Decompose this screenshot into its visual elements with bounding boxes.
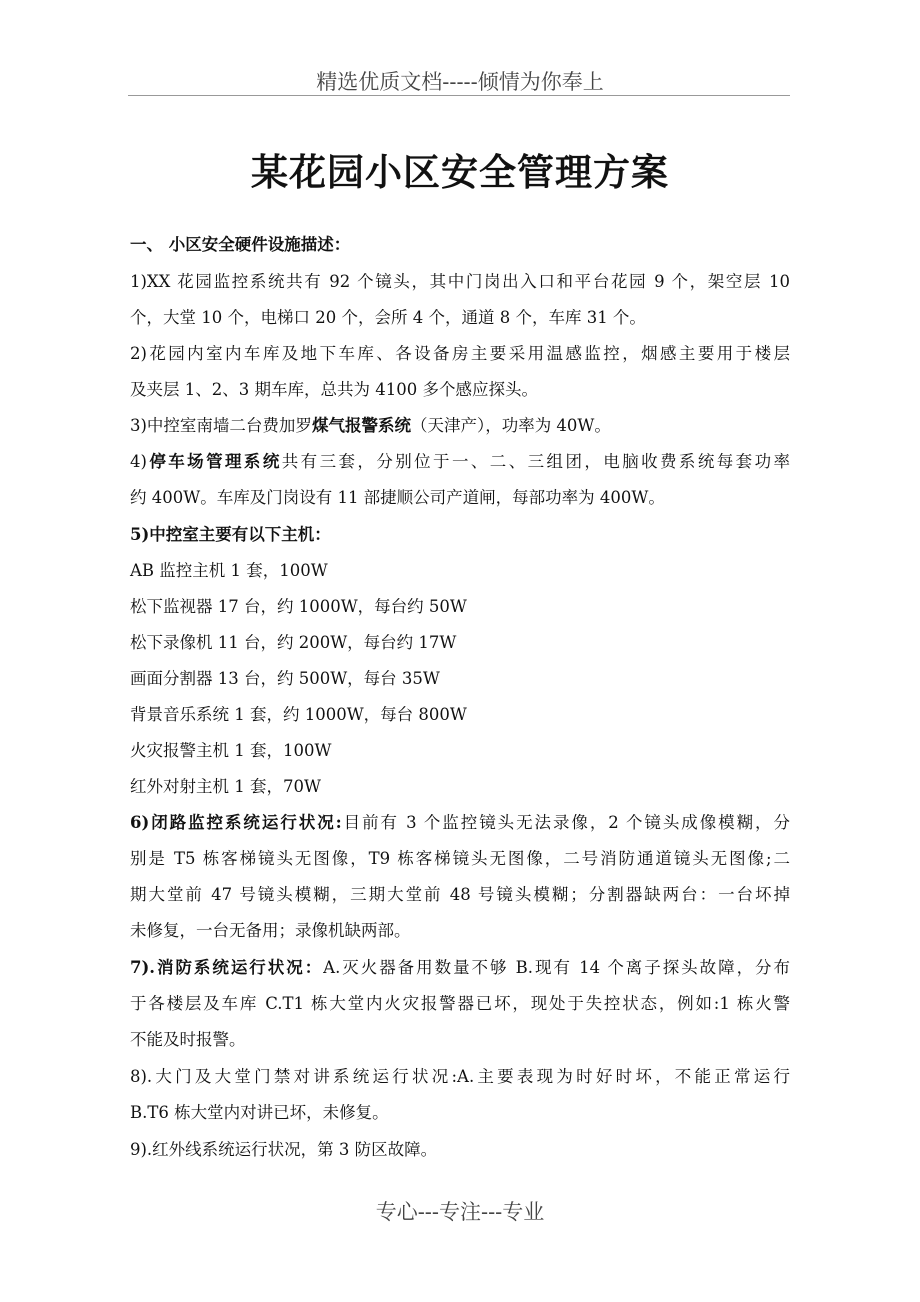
text: 2)花园内室内车库及地下车库、各设备房主要采用温感监控，烟感主要用于楼层 <box>130 344 790 363</box>
text: A.灭火器备用数量不够 B.现有 14 个离子探头故障，分布 <box>323 958 790 977</box>
text: 背景音乐系统 1 套，约 1000W，每台 800W <box>130 705 467 724</box>
text: AB 监控主机 1 套，100W <box>130 561 328 580</box>
text: 约 400W。车库及门岗设有 11 部捷顺公司产道闸，每部功率为 400W。 <box>130 488 665 507</box>
paragraph-line <box>130 415 790 437</box>
text: 画面分割器 13 台，约 500W，每台 35W <box>130 669 440 688</box>
text: 火灾报警主机 1 套，100W <box>130 741 332 760</box>
text: 4) <box>130 452 147 471</box>
text: 1)XX 花园监控系统共有 92 个镜头，其中门岗出入口和平台花园 9 个，架空层 10 <box>130 272 790 291</box>
paragraph-line <box>130 993 790 1015</box>
paragraph-line <box>130 1102 790 1124</box>
bold-text: 6)闭路监控系统运行状况: <box>130 813 342 832</box>
paragraph-line <box>130 451 790 473</box>
paragraph-line <box>130 560 790 582</box>
text: 于各楼层及车库 C.T1 栋大堂内火灾报警器已坏，现处于失控状态，例如:1 栋火警 <box>130 994 790 1013</box>
paragraph-line <box>130 704 790 726</box>
text: 3)中控室南墙二台费加罗 <box>130 416 312 435</box>
text: 9).红外线系统运行状况，第 3 防区故障。 <box>130 1140 438 1159</box>
bold-text: 煤气报警系统 <box>311 416 411 435</box>
page-header: 精选优质文档-----倾情为你奉上 <box>316 70 604 94</box>
paragraph-line <box>130 343 790 365</box>
text: 红外对射主机 1 套，70W <box>130 777 321 796</box>
text: 松下监视器 17 台，约 1000W，每台约 50W <box>130 597 467 616</box>
text: 个，大堂 10 个，电梯口 20 个，会所 4 个，通道 8 个，车库 31 个。 <box>130 308 646 327</box>
text: 期大堂前 47 号镜头模糊，三期大堂前 48 号镜头模糊；分割器缺两台：一台坏掉 <box>130 885 790 904</box>
text: 别是 T5 栋客梯镜头无图像，T9 栋客梯镜头无图像，二号消防通道镜头无图像;二 <box>130 849 790 868</box>
text: 松下录像机 11 台，约 200W，每台约 17W <box>130 633 457 652</box>
text: 不能及时报警。 <box>130 1030 246 1049</box>
paragraph-line <box>130 1029 790 1051</box>
bold-text: 5)中控室主要有以下主机： <box>130 525 331 544</box>
paragraph-line <box>130 920 790 942</box>
paragraph-line <box>130 848 790 870</box>
text: B.T6 栋大堂内对讲已坏，未修复。 <box>130 1103 389 1122</box>
bold-text: 7).消防系统运行状况： <box>130 958 324 977</box>
paragraph-line <box>130 1139 790 1161</box>
paragraph-line <box>130 740 790 762</box>
text: 及夹层 1、2、3 期车库，总共为 4100 多个感应探头。 <box>130 380 538 399</box>
text: （天津产），功率为 40W。 <box>410 416 611 435</box>
paragraph-line <box>130 957 790 979</box>
section-heading <box>130 234 790 256</box>
paragraph-line <box>130 668 790 690</box>
paragraph-line <box>130 307 790 329</box>
paragraph-line <box>130 524 790 546</box>
bold-text: 停车场管理系统 <box>146 452 282 471</box>
paragraph-line <box>130 379 790 401</box>
text: 未修复，一台无备用；录像机缺两部。 <box>130 921 411 940</box>
paragraph-line <box>130 884 790 906</box>
paragraph-line <box>130 271 790 293</box>
paragraph-line <box>130 632 790 654</box>
paragraph-line <box>130 776 790 798</box>
paragraph-line <box>130 596 790 618</box>
page-footer: 专心---专注---专业 <box>375 1200 545 1224</box>
header-divider <box>128 95 790 96</box>
paragraph-line <box>130 1066 790 1088</box>
paragraph-line <box>130 487 790 509</box>
text: 8).大门及大堂门禁对讲系统运行状况:A.主要表现为时好时坏，不能正常运行 <box>130 1067 790 1086</box>
bold-text: 一、 小区安全硬件设施描述： <box>130 235 351 254</box>
text: 共有三套，分别位于一、二、三组团，电脑收费系统每套功率 <box>281 452 791 471</box>
document-title: 某花园小区安全管理方案 <box>251 150 669 194</box>
paragraph-line <box>130 812 790 834</box>
text: 目前有 3 个监控镜头无法录像，2 个镜头成像模糊，分 <box>341 813 790 832</box>
